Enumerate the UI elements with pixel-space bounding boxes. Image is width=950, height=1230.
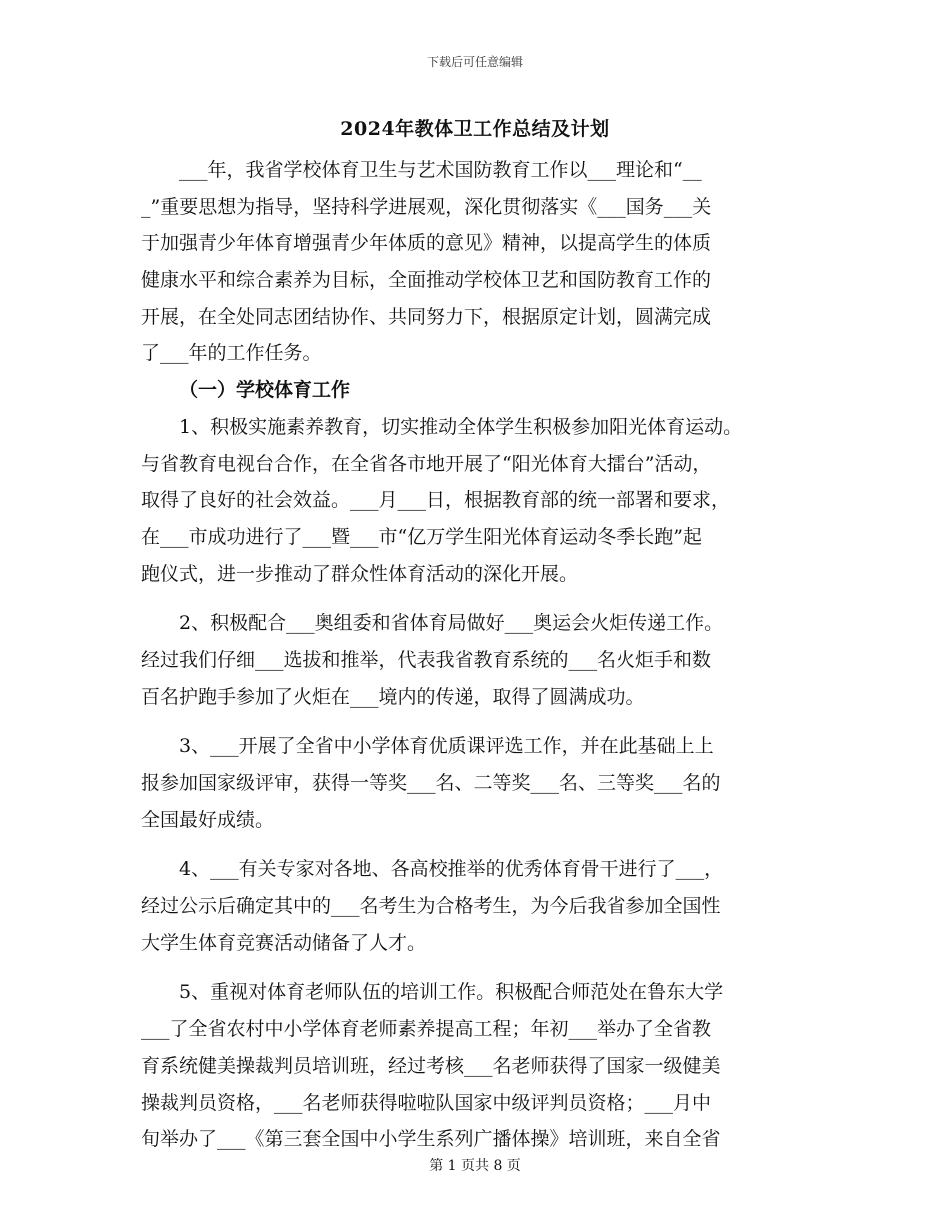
paragraph-gap (141, 961, 819, 974)
paragraph-line: 经过我们仔细___选拔和推举，代表我省教育系统的___名火炬手和数 (141, 648, 712, 671)
page-number: 第 1 页共 8 页 (429, 1158, 521, 1174)
paragraph-line: 健康水平和综合素养为目标，全面推动学校体卫艺和国防教育工作的 (141, 269, 712, 292)
paragraph-line: 3、___开展了全省中小学体育优质课评选工作，并在此基础上上 (179, 735, 714, 758)
intro-paragraph (141, 152, 819, 372)
page-header-note: 下载后可任意编辑 (426, 55, 523, 69)
paragraph-line: 与省教育电视台合作，在全省各市地开展了“阳光体育大擂台”活动， (141, 452, 712, 475)
document-title: 2024年教体卫工作总结及计划 (340, 118, 610, 140)
paragraph-line: ___了全省农村中小学体育老师素养提高工程；年初___举办了全省教 (141, 1018, 712, 1041)
item-3-paragraph (141, 728, 819, 838)
paragraph-line: 取得了良好的社会效益。___月___日，根据教育部的统一部署和要求， (141, 489, 731, 512)
paragraph-line: _”重要思想为指导，坚持科学进展观，深化贯彻落实《___国务___关 (141, 195, 712, 218)
paragraph-line: 育系统健美操裁判员培训班，经过考核___名老师获得了国家一级健美 (141, 1054, 721, 1077)
item-1-paragraph (141, 409, 819, 592)
document-body (141, 152, 819, 1158)
paragraph-line: 在___市成功进行了___暨___市“亿万学生阳光体育运动冬季长跑”起 (141, 525, 702, 548)
paragraph-line: 跑仪式，进一步推动了群众性体育活动的深化开展。 (141, 562, 579, 585)
paragraph-line: 百名护跑手参加了火炬在___境内的传递，取得了圆满成功。 (141, 685, 645, 708)
paragraph-line: 于加强青少年体育增强青少年体质的意见》精神，以提高学生的体质 (141, 232, 712, 255)
paragraph-gap (141, 838, 819, 851)
paragraph-line: 大学生体育竞赛活动储备了人才。 (141, 931, 427, 954)
paragraph-line: 5、重视对体育老师队伍的培训工作。积极配合师范处在鲁东大学 (179, 981, 724, 1004)
paragraph-line: 全国最好成绩。 (141, 808, 275, 831)
paragraph-line: ___年，我省学校体育卫生与艺术国防教育工作以___理论和“__ (179, 159, 702, 181)
item-2-paragraph (141, 605, 819, 715)
paragraph-line: 了___年的工作任务。 (141, 342, 322, 365)
paragraph-line: 经过公示后确定其中的___名考生为合格考生，为今后我省参加全国性 (141, 895, 721, 918)
section-heading: （一）学校体育工作 (179, 379, 351, 402)
paragraph-gap (141, 715, 819, 728)
paragraph-gap (141, 592, 819, 605)
paragraph-line: 开展，在全处同志团结协作、共同努力下，根据原定计划，圆满完成 (141, 305, 712, 328)
item-5-paragraph (141, 974, 819, 1157)
item-4-paragraph (141, 851, 819, 961)
paragraph-line: 1、积极实施素养教育，切实推动全体学生积极参加阳光体育运动。 (179, 415, 743, 438)
paragraph-line: 报参加国家级评审，获得一等奖___名、二等奖___名、三等奖___名的 (141, 772, 721, 794)
paragraph-line: 操裁判员资格，___名老师获得啦啦队国家中级评判员资格；___月中 (141, 1091, 712, 1114)
paragraph-line: 旬举办了___《第三套全国中小学生系列广播体操》培训班，来自全省 (141, 1128, 721, 1151)
paragraph-line: 4、___有关专家对各地、各高校推举的优秀体育骨干进行了___， (179, 858, 724, 881)
paragraph-line: 2、积极配合___奥组委和省体育局做好___奥运会火炬传递工作。 (179, 612, 724, 635)
